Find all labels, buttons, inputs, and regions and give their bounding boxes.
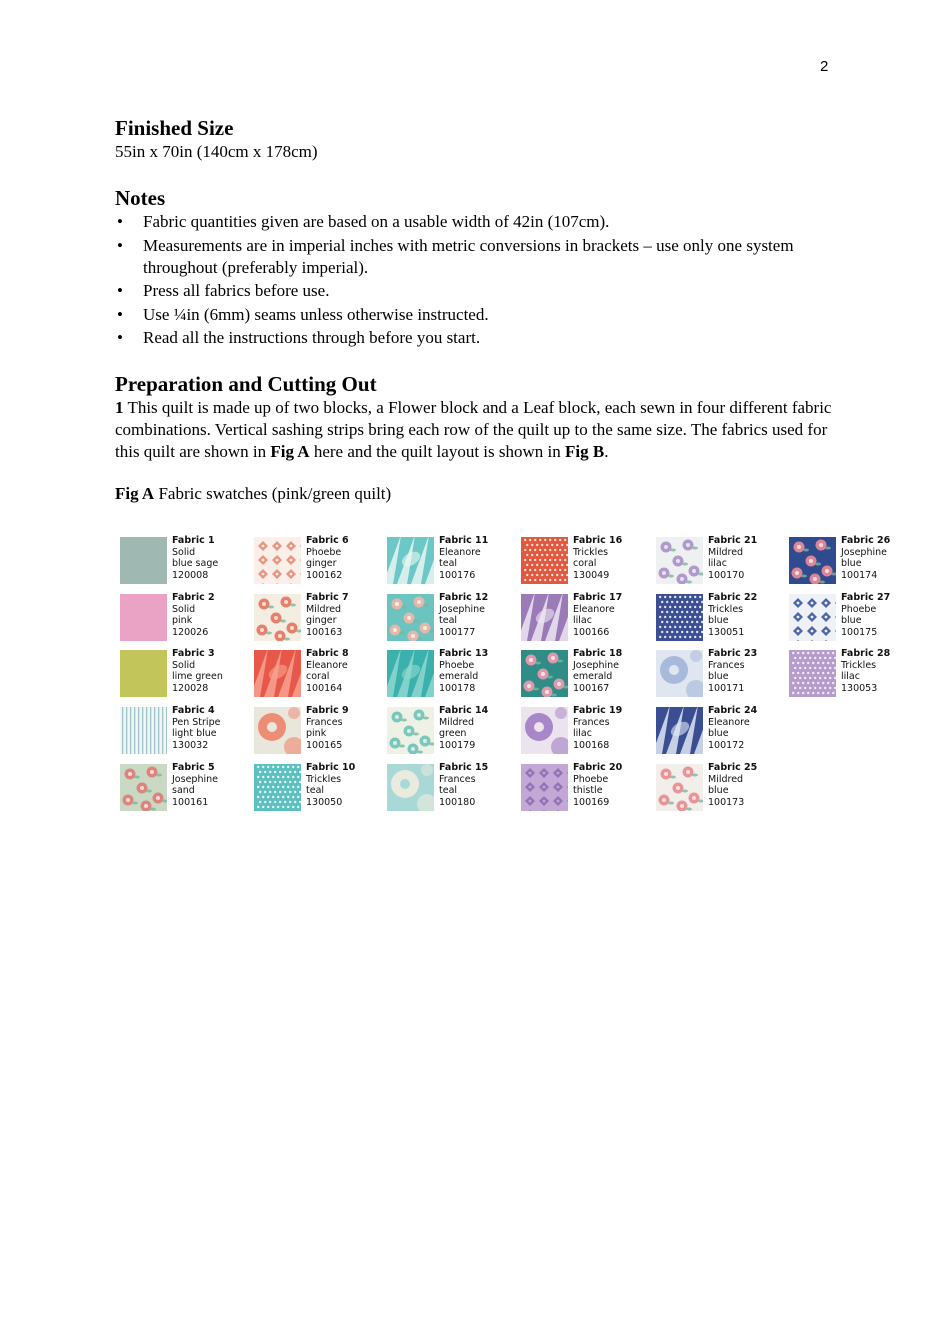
- fabric-swatch-label: [306, 535, 349, 581]
- fabric-name: Fabric 7: [306, 592, 349, 603]
- fabric-color: blue: [841, 615, 862, 626]
- fabric-code: 100167: [573, 682, 610, 694]
- fabric-design: Trickles: [708, 603, 744, 615]
- fig-b-reference: Fig B: [565, 442, 605, 461]
- fabric-color: blue: [708, 671, 729, 682]
- fabric-swatch-label: [306, 648, 349, 694]
- fabric-code: 100176: [439, 569, 476, 581]
- fabric-code: 100173: [708, 796, 745, 808]
- fabric-swatch: [254, 592, 379, 642]
- fabric-color: pink: [306, 728, 327, 739]
- fabric-swatch-image: [789, 537, 836, 584]
- fabric-swatch-image: [521, 537, 568, 584]
- fabric-name: Fabric 23: [708, 648, 758, 659]
- fabric-swatch: [656, 535, 781, 585]
- fabric-name: Fabric 10: [306, 762, 356, 773]
- fabric-design: Josephine: [439, 603, 485, 615]
- fabric-color: coral: [573, 558, 597, 569]
- fabric-swatch-label: [708, 648, 757, 694]
- fabric-name: Fabric 21: [708, 535, 758, 546]
- fabric-swatch: [120, 762, 245, 812]
- fabric-design: Frances: [306, 716, 343, 728]
- fabric-code: 100164: [306, 682, 343, 694]
- fabric-name: Fabric 27: [841, 592, 891, 603]
- fabric-swatch-label: [708, 592, 757, 638]
- notes-item: [115, 235, 835, 279]
- fabric-name: Fabric 24: [708, 705, 758, 716]
- fabric-name: Fabric 18: [573, 648, 623, 659]
- fabric-swatch-label: [841, 592, 890, 638]
- bullet-icon: •: [117, 328, 123, 347]
- fabric-name: Fabric 5: [172, 762, 215, 773]
- fabric-design: Frances: [439, 773, 476, 785]
- fabric-color: teal: [306, 785, 325, 796]
- fabric-design: Josephine: [841, 546, 887, 558]
- page-number: 2: [820, 58, 829, 75]
- fabric-swatch-image: [656, 764, 703, 811]
- fabric-swatch-label: [439, 535, 488, 581]
- notes-item-text: Press all fabrics before use.: [143, 281, 330, 300]
- fabric-swatch-label: [841, 648, 890, 694]
- fabric-swatch-label: [708, 705, 757, 751]
- notes-item: [115, 327, 835, 349]
- fabric-name: Fabric 12: [439, 592, 489, 603]
- fabric-swatch-image: [656, 537, 703, 584]
- figure-a-caption: [115, 483, 835, 505]
- notes-item: [115, 280, 835, 302]
- fabric-swatch-label: [573, 592, 622, 638]
- fabric-design: Josephine: [573, 659, 619, 671]
- notes-item: [115, 211, 835, 233]
- notes-list: [115, 211, 835, 349]
- notes-item-text: Measurements are in imperial inches with metric conversions in brackets – use only one system throughout (preferably imperial).: [143, 235, 794, 277]
- fabric-swatch: [254, 762, 379, 812]
- fabric-swatch: [789, 648, 914, 698]
- fabric-design: Mildred: [306, 603, 342, 615]
- fabric-design: Solid: [172, 546, 196, 558]
- fabric-code: 130049: [573, 569, 610, 581]
- fabric-code: 100180: [439, 796, 476, 808]
- fabric-design: Mildred: [708, 546, 744, 558]
- fabric-swatch: [387, 705, 512, 755]
- fabric-swatch-image: [254, 707, 301, 754]
- fabric-swatch: [387, 648, 512, 698]
- fabric-color: emerald: [573, 671, 613, 682]
- fabric-color: teal: [439, 615, 458, 626]
- fabric-swatch: [387, 592, 512, 642]
- fabric-swatch-label: [172, 535, 218, 581]
- fabric-color: sand: [172, 785, 195, 796]
- fabric-swatch: [254, 705, 379, 755]
- fabric-swatch: [120, 705, 245, 755]
- notes-item-text: Read all the instructions through before you start.: [143, 328, 481, 347]
- fabric-name: Fabric 13: [439, 648, 489, 659]
- fabric-code: 130053: [841, 682, 878, 694]
- fabric-swatch: [656, 705, 781, 755]
- figure-a-label: Fig A: [115, 484, 155, 503]
- fabric-design: Phoebe: [841, 603, 877, 615]
- fabric-design: Trickles: [841, 659, 877, 671]
- fabric-swatch: [521, 648, 646, 698]
- fabric-design: Phoebe: [573, 773, 609, 785]
- fabric-color: teal: [439, 785, 458, 796]
- fabric-swatch-label: [439, 705, 488, 751]
- fabric-name: Fabric 26: [841, 535, 891, 546]
- fabric-swatch-label: [306, 592, 349, 638]
- fabric-swatch-image: [387, 707, 434, 754]
- bullet-icon: •: [117, 304, 123, 324]
- fabric-swatch-label: [573, 762, 622, 808]
- fabric-swatch: [521, 762, 646, 812]
- preparation-section: [115, 371, 835, 463]
- fabric-name: Fabric 17: [573, 592, 623, 603]
- fabric-swatch-label: [708, 762, 757, 808]
- fabric-code: 100165: [306, 739, 343, 751]
- fabric-design: Trickles: [573, 546, 609, 558]
- fabric-swatch-grid: [120, 535, 900, 815]
- fabric-design: Trickles: [306, 773, 342, 785]
- fabric-code: 100170: [708, 569, 745, 581]
- fabric-swatch: [656, 648, 781, 698]
- fabric-swatch-image: [120, 537, 167, 584]
- fabric-name: Fabric 2: [172, 592, 215, 603]
- fabric-design: Phoebe: [439, 659, 475, 671]
- bullet-icon: •: [117, 281, 123, 300]
- fabric-swatch-image: [387, 594, 434, 641]
- fabric-swatch-image: [254, 764, 301, 811]
- fabric-code: 100178: [439, 682, 476, 694]
- fabric-swatch-image: [387, 650, 434, 697]
- fabric-code: 100177: [439, 626, 476, 638]
- fabric-design: Pen Stripe: [172, 716, 221, 728]
- fabric-color: blue: [708, 785, 729, 796]
- fabric-swatch-label: [708, 535, 757, 581]
- fabric-swatch: [120, 648, 245, 698]
- fabric-swatch-image: [254, 650, 301, 697]
- fabric-swatch-image: [387, 537, 434, 584]
- fabric-color: coral: [306, 671, 330, 682]
- fabric-swatch-label: [172, 648, 223, 694]
- fabric-color: pink: [172, 615, 193, 626]
- fabric-design: Frances: [573, 716, 610, 728]
- bullet-icon: •: [117, 235, 123, 255]
- fabric-swatch-image: [789, 650, 836, 697]
- fabric-swatch-label: [172, 705, 220, 751]
- fabric-code: 100174: [841, 569, 878, 581]
- fabric-swatch: [656, 592, 781, 642]
- fig-a-reference: Fig A: [270, 442, 310, 461]
- fabric-design: Frances: [708, 659, 745, 671]
- fabric-color: blue: [708, 615, 729, 626]
- fabric-code: 100171: [708, 682, 745, 694]
- fabric-swatch-label: [841, 535, 890, 581]
- fabric-name: Fabric 14: [439, 705, 489, 716]
- fabric-name: Fabric 16: [573, 535, 623, 546]
- fabric-swatch-label: [172, 762, 218, 808]
- fabric-code: 120026: [172, 626, 209, 638]
- fabric-name: Fabric 4: [172, 705, 215, 716]
- fabric-name: Fabric 9: [306, 705, 349, 716]
- fabric-swatch-image: [656, 650, 703, 697]
- fabric-code: 100172: [708, 739, 745, 751]
- fabric-swatch-image: [387, 764, 434, 811]
- fabric-code: 100163: [306, 626, 343, 638]
- fabric-design: Eleanore: [306, 659, 348, 671]
- notes-item-text: Use ¼in (6mm) seams unless otherwise instructed.: [143, 304, 489, 324]
- fabric-swatch-image: [120, 650, 167, 697]
- fabric-swatch: [521, 535, 646, 585]
- fabric-swatch-label: [439, 762, 488, 808]
- fabric-swatch-label: [306, 705, 349, 751]
- fabric-swatch-label: [172, 592, 215, 638]
- fabric-code: 100162: [306, 569, 343, 581]
- fabric-color: lilac: [573, 615, 592, 626]
- fabric-design: Josephine: [172, 773, 218, 785]
- fabric-code: 100169: [573, 796, 610, 808]
- document-body: [115, 115, 835, 505]
- fabric-name: Fabric 15: [439, 762, 489, 773]
- fabric-swatch: [521, 705, 646, 755]
- step-text: .: [604, 442, 609, 461]
- finished-size-text: 55in x 70in (140cm x 178cm): [115, 142, 318, 161]
- fabric-swatch-label: [573, 648, 622, 694]
- fabric-swatch-image: [521, 650, 568, 697]
- fabric-color: lilac: [573, 728, 592, 739]
- fabric-swatch-image: [120, 594, 167, 641]
- bullet-icon: •: [117, 212, 123, 231]
- fabric-code: 130032: [172, 739, 209, 751]
- step-text: This quilt is made up of two blocks, a Flower block and a Leaf block, each sewn in four different fabric combinations. Vertical sashing strips bring each row of the quilt up to the same size. The fabrics used for this quilt are shown in: [115, 398, 832, 461]
- finished-size-section: [115, 115, 835, 163]
- fabric-color: thistle: [573, 785, 603, 796]
- fabric-code: 100179: [439, 739, 476, 751]
- fabric-design: Solid: [172, 659, 196, 671]
- fabric-swatch-image: [120, 707, 167, 754]
- fabric-color: blue sage: [172, 558, 219, 569]
- fabric-code: 100168: [573, 739, 610, 751]
- fabric-design: Mildred: [439, 716, 475, 728]
- step-text: here and the quilt layout is shown in: [309, 442, 565, 461]
- figure-a-caption-text: Fabric swatches (pink/green quilt): [154, 484, 392, 503]
- fabric-swatch-image: [521, 707, 568, 754]
- fabric-code: 100161: [172, 796, 209, 808]
- fabric-swatch: [789, 592, 914, 642]
- finished-size-heading: Finished Size: [115, 116, 234, 140]
- fabric-design: Solid: [172, 603, 196, 615]
- preparation-heading: Preparation and Cutting Out: [115, 372, 377, 396]
- fabric-color: green: [439, 728, 467, 739]
- fabric-code: 130051: [708, 626, 745, 638]
- fabric-name: Fabric 25: [708, 762, 758, 773]
- fabric-swatch-label: [573, 535, 622, 581]
- fabric-design: Mildred: [708, 773, 744, 785]
- fabric-swatch: [120, 535, 245, 585]
- preparation-step-1: [115, 397, 835, 463]
- fabric-swatch: [387, 762, 512, 812]
- fabric-swatch: [387, 535, 512, 585]
- fabric-swatch-label: [439, 592, 488, 638]
- fabric-name: Fabric 3: [172, 648, 215, 659]
- fabric-swatch-image: [254, 594, 301, 641]
- fabric-swatch-label: [306, 762, 355, 808]
- fabric-design: Eleanore: [439, 546, 481, 558]
- fabric-name: Fabric 6: [306, 535, 349, 546]
- fabric-color: light blue: [172, 728, 217, 739]
- fabric-color: ginger: [306, 615, 337, 626]
- fabric-code: 130050: [306, 796, 343, 808]
- fabric-swatch: [789, 535, 914, 585]
- fabric-name: Fabric 20: [573, 762, 623, 773]
- fabric-swatch-image: [789, 594, 836, 641]
- fabric-code: 120008: [172, 569, 209, 581]
- fabric-swatch-image: [656, 707, 703, 754]
- fabric-design: Eleanore: [573, 603, 615, 615]
- fabric-swatch-image: [120, 764, 167, 811]
- fabric-name: Fabric 19: [573, 705, 623, 716]
- step-number: 1: [115, 398, 124, 417]
- fabric-code: 120028: [172, 682, 209, 694]
- fabric-swatch-image: [254, 537, 301, 584]
- notes-item-text: Fabric quantities given are based on a usable width of 42in (107cm).: [143, 212, 610, 231]
- fabric-swatch: [254, 648, 379, 698]
- notes-section: [115, 185, 835, 349]
- fabric-design: Phoebe: [306, 546, 342, 558]
- fabric-color: blue: [708, 728, 729, 739]
- fabric-code: 100175: [841, 626, 878, 638]
- fabric-code: 100166: [573, 626, 610, 638]
- notes-item: [115, 304, 835, 326]
- fabric-color: blue: [841, 558, 862, 569]
- fabric-color: lilac: [841, 671, 860, 682]
- fabric-swatch-image: [521, 764, 568, 811]
- fabric-color: lime green: [172, 671, 223, 682]
- fabric-swatch: [120, 592, 245, 642]
- fabric-swatch-image: [656, 594, 703, 641]
- fabric-color: teal: [439, 558, 458, 569]
- fabric-swatch: [254, 535, 379, 585]
- notes-heading: Notes: [115, 186, 166, 210]
- fabric-swatch-label: [439, 648, 488, 694]
- fabric-swatch: [656, 762, 781, 812]
- fabric-color: emerald: [439, 671, 479, 682]
- fabric-swatch-image: [521, 594, 568, 641]
- fabric-name: Fabric 22: [708, 592, 758, 603]
- fabric-color: ginger: [306, 558, 337, 569]
- fabric-color: lilac: [708, 558, 727, 569]
- fabric-name: Fabric 8: [306, 648, 349, 659]
- fabric-name: Fabric 1: [172, 535, 215, 546]
- fabric-swatch: [521, 592, 646, 642]
- fabric-swatch-label: [573, 705, 622, 751]
- fabric-design: Eleanore: [708, 716, 750, 728]
- fabric-name: Fabric 28: [841, 648, 891, 659]
- fabric-name: Fabric 11: [439, 535, 489, 546]
